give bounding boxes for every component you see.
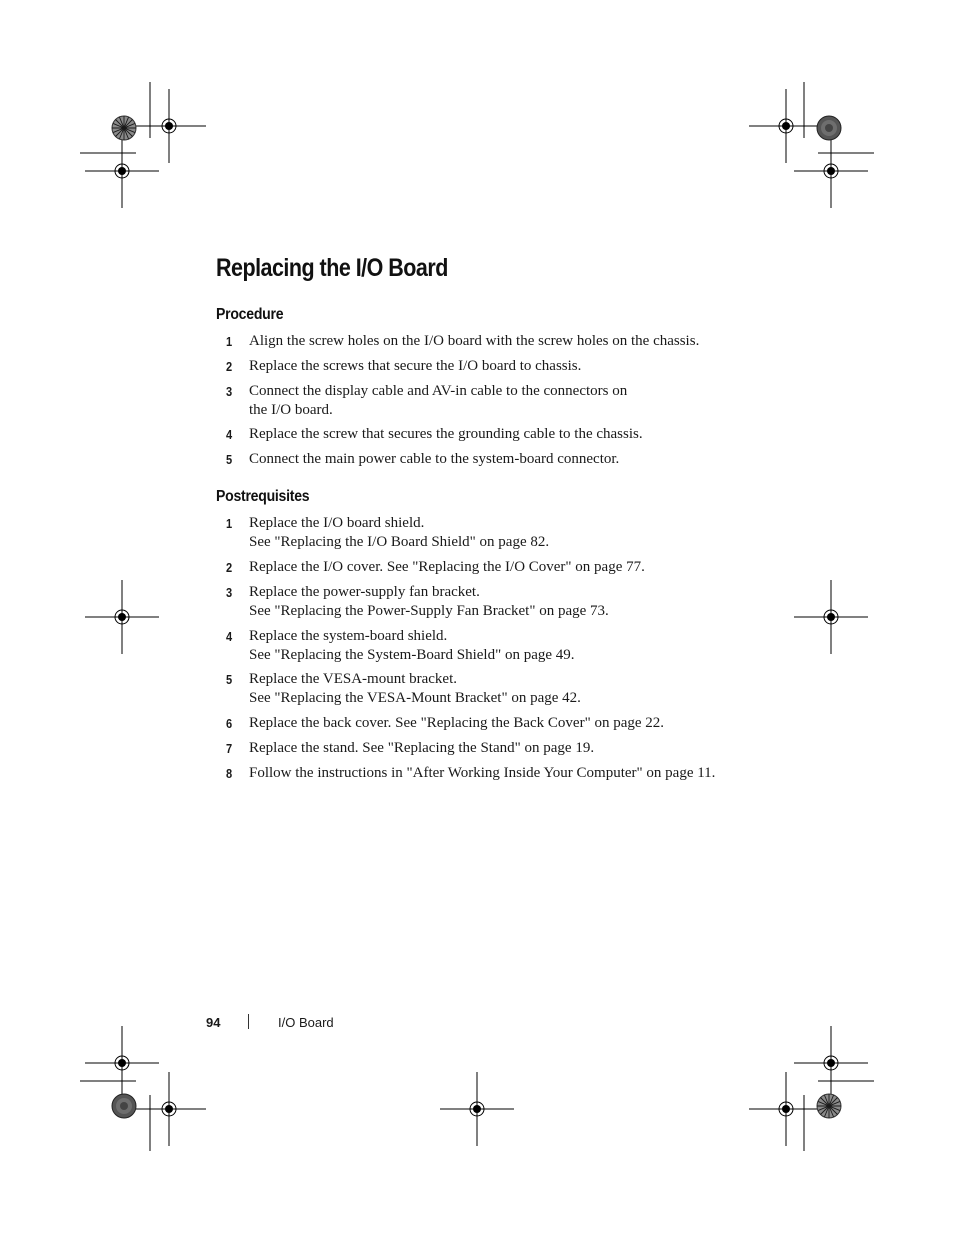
registration-mark-icon xyxy=(85,580,159,654)
step-cross-reference: See "Replacing the VESA-Mount Bracket" on page 42. xyxy=(249,690,581,706)
registration-mark-icon xyxy=(440,1072,514,1146)
step-text: Connect the display cable and AV-in cable to the connectors on xyxy=(249,383,628,399)
step-cross-reference: See "Replacing the System-Board Shield" on page 49. xyxy=(249,647,575,663)
page-number: 94 xyxy=(206,1015,221,1030)
starburst-target-icon xyxy=(112,116,136,140)
step-cross-reference: See "Replacing the Power-Supply Fan Bracket" on page 73. xyxy=(249,603,609,619)
step-number: 4 xyxy=(226,629,233,644)
starburst-target-icon xyxy=(817,1094,841,1118)
registration-mark-icon xyxy=(85,134,159,208)
step-text: Replace the screws that secure the I/O board to chassis. xyxy=(249,358,582,374)
postrequisites-heading: Postrequisites xyxy=(216,488,310,505)
step-text: Replace the stand. See "Replacing the Stand" on page 19. xyxy=(249,740,595,756)
step-text: Replace the back cover. See "Replacing the Back Cover" on page 22. xyxy=(249,715,665,731)
step-number: 3 xyxy=(226,585,233,600)
step-text: the I/O board. xyxy=(249,402,333,418)
step-text: Replace the screw that secures the grounding cable to the chassis. xyxy=(249,426,643,442)
step-text: Replace the VESA-mount bracket. xyxy=(249,671,457,687)
step-number: 2 xyxy=(226,359,233,374)
page-title: Replacing the I/O Board xyxy=(216,254,448,282)
step-number: 7 xyxy=(226,741,233,756)
registration-mark-icon xyxy=(794,580,868,654)
step-number: 1 xyxy=(226,516,233,531)
registration-mark-icon xyxy=(749,89,823,163)
step-cross-reference: See "Replacing the I/O Board Shield" on page 82. xyxy=(249,534,550,550)
procedure-heading: Procedure xyxy=(216,306,284,323)
step-text: Follow the instructions in "After Working Inside Your Computer" on page 11. xyxy=(249,765,716,781)
step-number: 1 xyxy=(226,334,233,349)
registration-mark-icon xyxy=(132,89,206,163)
step-text: Replace the I/O board shield. xyxy=(249,515,425,531)
registration-mark-icon xyxy=(749,1072,823,1146)
step-text: Align the screw holes on the I/O board with the screw holes on the chassis. xyxy=(249,333,700,349)
registration-mark-icon xyxy=(132,1072,206,1146)
step-number: 3 xyxy=(226,384,233,399)
color-target-icon xyxy=(817,116,841,140)
registration-mark-icon xyxy=(85,1026,159,1100)
step-text: Connect the main power cable to the system-board connector. xyxy=(249,451,620,467)
step-number: 5 xyxy=(226,452,233,467)
footer-divider xyxy=(248,1014,249,1029)
registration-mark-icon xyxy=(794,1026,868,1100)
footer-section-title: I/O Board xyxy=(278,1015,334,1030)
color-target-icon xyxy=(112,1094,136,1118)
step-number: 5 xyxy=(226,672,233,687)
step-number: 8 xyxy=(226,766,233,781)
step-text: Replace the power-supply fan bracket. xyxy=(249,584,480,600)
registration-mark-icon xyxy=(794,134,868,208)
step-text: Replace the system-board shield. xyxy=(249,628,448,644)
step-number: 2 xyxy=(226,560,233,575)
step-number: 6 xyxy=(226,716,233,731)
step-text: Replace the I/O cover. See "Replacing the I/O Cover" on page 77. xyxy=(249,559,645,575)
step-number: 4 xyxy=(226,427,233,442)
